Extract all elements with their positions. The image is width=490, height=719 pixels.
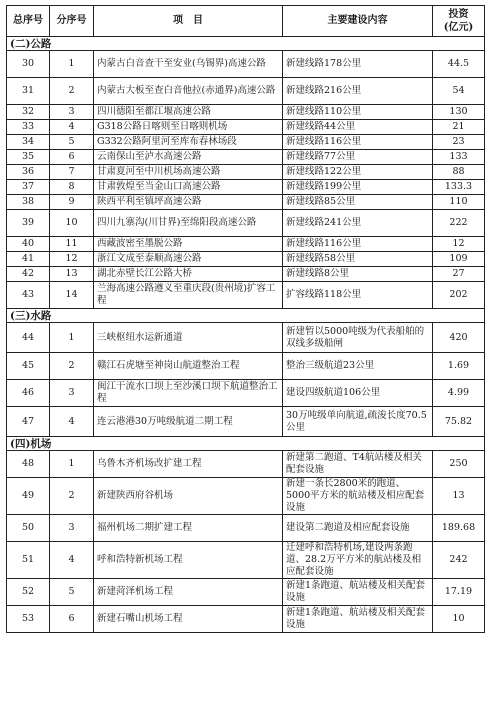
investment-cell: 130 (433, 105, 485, 120)
investment-cell: 242 (433, 542, 485, 579)
table-row (7, 451, 485, 478)
investment-cell: 17.19 (433, 579, 485, 606)
sub-number-cell: 1 (50, 51, 94, 78)
total-number-cell: 37 (7, 180, 50, 195)
investment-cell: 13 (433, 478, 485, 515)
table-row (7, 267, 485, 282)
project-name-cell: 新建石嘴山机场工程 (94, 606, 283, 633)
investment-cell: 133 (433, 150, 485, 165)
table-row (7, 606, 485, 633)
project-name-cell: 湖北赤壁长江公路大桥 (94, 267, 283, 282)
construction-content-cell: 新建线路85公里 (283, 195, 433, 210)
construction-content-cell: 新建线路58公里 (283, 252, 433, 267)
construction-content-cell: 新建暂以5000吨级为代表船舶的双线多级船闸 (283, 323, 433, 353)
construction-content-cell: 新建线路77公里 (283, 150, 433, 165)
project-name-cell: 呼和浩特新机场工程 (94, 542, 283, 579)
sub-number-cell: 12 (50, 252, 94, 267)
table-row (7, 78, 485, 105)
total-number-cell: 47 (7, 407, 50, 437)
section-header-row (7, 37, 485, 51)
table-row (7, 105, 485, 120)
total-number-cell: 45 (7, 353, 50, 380)
sub-number-cell: 5 (50, 135, 94, 150)
construction-content-cell: 新建线路178公里 (283, 51, 433, 78)
sub-number-cell: 5 (50, 579, 94, 606)
investment-cell: 109 (433, 252, 485, 267)
table-row (7, 323, 485, 353)
project-name-cell: 赣江石虎塘至神岗山航道整治工程 (94, 353, 283, 380)
sub-number-cell: 3 (50, 105, 94, 120)
total-number-cell: 44 (7, 323, 50, 353)
construction-content-cell: 新建线路216公里 (283, 78, 433, 105)
sub-number-cell: 2 (50, 78, 94, 105)
section-title: (三)水路 (7, 309, 485, 323)
table-row (7, 478, 485, 515)
table-row (7, 353, 485, 380)
total-number-cell: 41 (7, 252, 50, 267)
sub-number-cell: 4 (50, 407, 94, 437)
section-header-row (7, 309, 485, 323)
investment-cell: 222 (433, 210, 485, 237)
investment-cell: 12 (433, 237, 485, 252)
table-header-row (7, 6, 485, 37)
investment-cell: 110 (433, 195, 485, 210)
table-row (7, 120, 485, 135)
construction-content-cell: 新建线路116公里 (283, 135, 433, 150)
investment-cell: 88 (433, 165, 485, 180)
total-number-cell: 38 (7, 195, 50, 210)
total-number-cell: 42 (7, 267, 50, 282)
project-name-cell: 三峡枢纽水运新通道 (94, 323, 283, 353)
construction-content-cell: 新建线路44公里 (283, 120, 433, 135)
total-number-cell: 35 (7, 150, 50, 165)
project-name-cell: 浙江文成至泰顺高速公路 (94, 252, 283, 267)
project-table (6, 5, 485, 633)
sub-number-cell: 14 (50, 282, 94, 309)
total-number-cell: 39 (7, 210, 50, 237)
investment-cell: 21 (433, 120, 485, 135)
investment-cell: 250 (433, 451, 485, 478)
header-sub-number: 分序号 (50, 6, 94, 37)
project-name-cell: G332公路阿里河至库布春林场段 (94, 135, 283, 150)
total-number-cell: 51 (7, 542, 50, 579)
total-number-cell: 36 (7, 165, 50, 180)
project-name-cell: 新建菏泽机场工程 (94, 579, 283, 606)
sub-number-cell: 1 (50, 451, 94, 478)
construction-content-cell: 迁建呼和浩特机场,建设两条跑道、28.2万平方米的航站楼及相应配套设施 (283, 542, 433, 579)
construction-content-cell: 新建1条跑道、航站楼及相关配套设施 (283, 606, 433, 633)
sub-number-cell: 1 (50, 323, 94, 353)
total-number-cell: 40 (7, 237, 50, 252)
investment-cell: 27 (433, 267, 485, 282)
section-title: (二)公路 (7, 37, 485, 51)
table-row (7, 135, 485, 150)
construction-content-cell: 新建一条长2800米的跑道、5000平方米的航站楼及相应配套设施 (283, 478, 433, 515)
sub-number-cell: 2 (50, 478, 94, 515)
project-name-cell: 连云港港30万吨级航道二期工程 (94, 407, 283, 437)
construction-content-cell: 新建第二跑道、T4航站楼及相关配套设施 (283, 451, 433, 478)
header-investment: 投资 (亿元) (433, 6, 485, 37)
investment-cell: 420 (433, 323, 485, 353)
construction-content-cell: 新建线路199公里 (283, 180, 433, 195)
total-number-cell: 46 (7, 380, 50, 407)
header-project: 项 目 (94, 6, 283, 37)
construction-content-cell: 整治三级航道23公里 (283, 353, 433, 380)
construction-content-cell: 新建线路8公里 (283, 267, 433, 282)
section-header-row (7, 437, 485, 451)
table-row (7, 515, 485, 542)
construction-content-cell: 建设四级航道106公里 (283, 380, 433, 407)
investment-cell: 23 (433, 135, 485, 150)
sub-number-cell: 3 (50, 515, 94, 542)
sub-number-cell: 4 (50, 120, 94, 135)
investment-cell: 202 (433, 282, 485, 309)
investment-cell: 44.5 (433, 51, 485, 78)
total-number-cell: 48 (7, 451, 50, 478)
project-name-cell: 新建陕西府谷机场 (94, 478, 283, 515)
project-name-cell: 陕西平利至镇坪高速公路 (94, 195, 283, 210)
table-row (7, 252, 485, 267)
investment-cell: 54 (433, 78, 485, 105)
project-name-cell: 内蒙古白音查干至安业(乌锡界)高速公路 (94, 51, 283, 78)
table-row (7, 180, 485, 195)
construction-content-cell: 新建线路110公里 (283, 105, 433, 120)
sub-number-cell: 2 (50, 353, 94, 380)
project-name-cell: 云南保山至泸水高速公路 (94, 150, 283, 165)
table-row (7, 407, 485, 437)
construction-content-cell: 新建线路116公里 (283, 237, 433, 252)
sub-number-cell: 8 (50, 180, 94, 195)
header-total-number: 总序号 (7, 6, 50, 37)
total-number-cell: 53 (7, 606, 50, 633)
investment-cell: 189.68 (433, 515, 485, 542)
project-name-cell: 四川九寨沟(川甘界)至绵阳段高速公路 (94, 210, 283, 237)
construction-content-cell: 建设第二跑道及相应配套设施 (283, 515, 433, 542)
table-row (7, 210, 485, 237)
project-name-cell: 闽江干流水口坝上至沙溪口坝下航道整治工程 (94, 380, 283, 407)
table-body (7, 37, 485, 633)
total-number-cell: 43 (7, 282, 50, 309)
construction-content-cell: 新建线路122公里 (283, 165, 433, 180)
sub-number-cell: 9 (50, 195, 94, 210)
project-name-cell: 甘肃敦煌至当金山口高速公路 (94, 180, 283, 195)
table-row (7, 579, 485, 606)
total-number-cell: 49 (7, 478, 50, 515)
sub-number-cell: 13 (50, 267, 94, 282)
sub-number-cell: 11 (50, 237, 94, 252)
total-number-cell: 50 (7, 515, 50, 542)
sub-number-cell: 7 (50, 165, 94, 180)
project-name-cell: 乌鲁木齐机场改扩建工程 (94, 451, 283, 478)
investment-cell: 10 (433, 606, 485, 633)
table-row (7, 51, 485, 78)
table-row (7, 380, 485, 407)
investment-cell: 4.99 (433, 380, 485, 407)
table-row (7, 542, 485, 579)
total-number-cell: 52 (7, 579, 50, 606)
construction-content-cell: 新建1条跑道、航站楼及相关配套设施 (283, 579, 433, 606)
table-row (7, 237, 485, 252)
investment-cell: 133.3 (433, 180, 485, 195)
investment-cell: 75.82 (433, 407, 485, 437)
table-row (7, 282, 485, 309)
table-row (7, 195, 485, 210)
header-main-content: 主要建设内容 (283, 6, 433, 37)
project-name-cell: 四川德阳至都江堰高速公路 (94, 105, 283, 120)
total-number-cell: 32 (7, 105, 50, 120)
sub-number-cell: 6 (50, 150, 94, 165)
project-name-cell: 福州机场二期扩建工程 (94, 515, 283, 542)
total-number-cell: 31 (7, 78, 50, 105)
project-name-cell: 甘肃夏河至中川机场高速公路 (94, 165, 283, 180)
project-name-cell: 兰海高速公路遵义至重庆段(贵州境)扩容工程 (94, 282, 283, 309)
table-row (7, 150, 485, 165)
investment-cell: 1.69 (433, 353, 485, 380)
document-page (6, 5, 484, 633)
table-row (7, 165, 485, 180)
total-number-cell: 34 (7, 135, 50, 150)
construction-content-cell: 新建线路241公里 (283, 210, 433, 237)
project-name-cell: G318公路日喀则至日喀则机场 (94, 120, 283, 135)
sub-number-cell: 10 (50, 210, 94, 237)
section-title: (四)机场 (7, 437, 485, 451)
total-number-cell: 30 (7, 51, 50, 78)
sub-number-cell: 6 (50, 606, 94, 633)
sub-number-cell: 4 (50, 542, 94, 579)
project-name-cell: 西藏波密至墨脱公路 (94, 237, 283, 252)
project-name-cell: 内蒙古大板至查白音他拉(赤通界)高速公路 (94, 78, 283, 105)
construction-content-cell: 扩容线路118公里 (283, 282, 433, 309)
sub-number-cell: 3 (50, 380, 94, 407)
total-number-cell: 33 (7, 120, 50, 135)
construction-content-cell: 30万吨级单向航道,疏浚长度70.5公里 (283, 407, 433, 437)
